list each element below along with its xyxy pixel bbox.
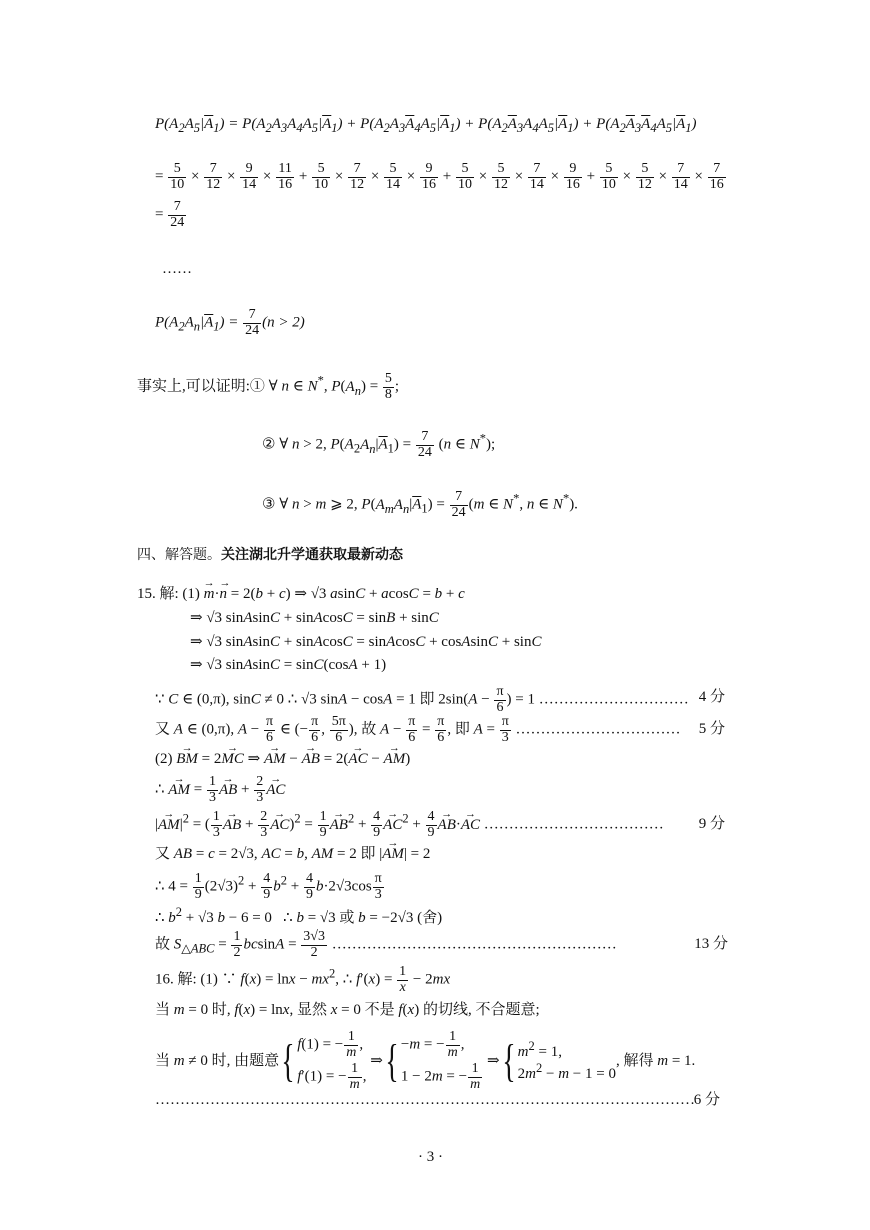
q15-line-7: (2) → BM = 2→ MC ⇒ → AM − → AB = 2(→ AC − → AM): [155, 752, 410, 767]
fact-line-1: 事实上,可以证明:① ∀ n ∈ N*, $P(A_n)$ = $\frac{5}{8}$ ;: [137, 371, 400, 402]
q16-line-3: 当 m ≠ 0 时, 由题意{ f(1) = − $\frac{1}{m}$ , f′(1) = − $\frac{1}{m}$ , ⇒{ −m = − $\frac{1}{m}$ , 1 − 2m = − $\frac{1}{m}$ ⇒{ $m^2 = 1$, $2m^2 - m - 1 = 0$ , 解得 m = 1.: [155, 1029, 696, 1093]
q15-line-6: 又 A ∈ (0,π), A − $\frac{\pi}{6}$ ∈ (− $\frac{\pi}{6}$ , $\frac{5\pi}{6}$ ), 故 A − $\frac{\pi}{6}$ = $\frac{\pi}{6}$ , 即 A = $\frac{\pi}{3}$ ……………………………: [155, 714, 681, 745]
q15-line-12: ∴ $b^2 + √3$ b − 6 = 0 ∴ b = √3 或 b = −2√3 (舍): [155, 905, 443, 926]
score-4: 4 分: [698, 689, 725, 705]
score-9: 9 分: [698, 816, 725, 832]
score-13: 13 分: [694, 936, 728, 952]
q15-line-4: ⇒ √3 sinAsinC = sinC(cosA + 1): [190, 657, 387, 673]
q15-line-9: |→ $AM|^2$ = ( $\frac{1}{3}$ → AB + $\frac{2}{3}$ → AC)$^2$ = $\frac{1}{9}$ → $AB^2$ + $\frac{4}{9}$ → $AC^2$ + $\frac{4}{9}$ → AB·→ AC ………………………………: [155, 810, 664, 840]
score-6: 6 分: [693, 1092, 720, 1108]
section-ad: 关注湖北升学通获取最新动态: [221, 547, 403, 563]
l1-text: $P(A_2A_5|\overline{A}_1) = P(A_2A_3A_4A_5|\overline{A}_1) + P(A_2A_3\overline{A}_4A_5|\overline{A}_1) + P(A_2\overline{A}_3A_4A_5|\overline{A}_1) + P(A_2\overline{A}_3\overline{A}_4A_5|\overline{A}_1)$: [155, 116, 697, 135]
q15-line-1: 15. 解: (1) → m·→ n = 2(b + c) ⇒ √3 asinC + acosC = b + c: [137, 587, 465, 602]
formula-line-1: [155, 117, 697, 135]
q16-line-4: ………………………………………………………………………………………………: [155, 1092, 695, 1108]
score-5: 5 分: [698, 721, 725, 737]
q15-line-5: ∵ C ∈ (0,π), sinC ≠ 0 ∴ √3 sinA − cosA = 1 即 2sin(A − $\frac{\pi}{6}$ ) = 1 …………………………: [155, 684, 689, 715]
q16-line-1: 16. 解: (1) ∵ $f(x) = \ln x - mx^2$, ∴ f′(x) = $\frac{1}{x}$ − 2mx: [155, 964, 451, 995]
fact-line-2: ② ∀ n > 2, $P(A_2A_n|\overline{A}_1)$ = $\frac{7}{24}$ (n ∈ N*);: [262, 429, 496, 460]
formula-line-4: $P(A_2A_n|\overline{A}_1)$ = $\frac{7}{24}$ (n > 2): [155, 307, 305, 338]
formula-line-2: = $\frac{5}{10}$ × $\frac{7}{12}$ × $\frac{9}{14}$ × $\frac{11}{16}$ + $\frac{5}{10}$ × $\frac{7}{12}$ × $\frac{5}{14}$ × $\frac{9}{16}$ + $\frac{5}{10}$ × $\frac{5}{12}$ × $\frac{7}{14}$ × $\frac{9}{16}$ + $\frac{5}{10}$ × $\frac{5}{12}$ × $\frac{7}{14}$ × $\frac{7}{16}$: [155, 161, 724, 192]
section-heading: [137, 548, 403, 562]
q15-line-3: ⇒ √3 sinAsinC + sinAcosC = sinAcosC + cosAsinC + sinC: [190, 634, 542, 650]
q15-line-8: ∴ → AM = $\frac{1}{3}$ → AB + $\frac{2}{3}$ → AC: [155, 775, 285, 805]
q15-line-13: 故 $S_{\triangle ABC}$ = $\frac{1}{2}$ bcsinA = $\frac{3√3}{2}$ …………………………………………………: [155, 929, 617, 960]
q15-line-10: 又 AB = c = 2√3, AC = b, AM = 2 即 |→ AM| = 2: [155, 847, 430, 862]
formula-line-3: = $\frac{7}{24}$: [155, 199, 185, 230]
section-title: 四、解答题。: [137, 547, 221, 563]
q15-line-11: ∴ 4 = $\frac{1}{9}$ $(2√3)^2$ + $\frac{4}{9}$ $b^2$ + $\frac{4}{9}$ b·2√3cos $\frac{\pi}{3}$: [155, 871, 382, 902]
fact-line-3: ③ ∀ n > m ⩾ 2, $P(A_mA_n|\overline{A}_1)$ = $\frac{7}{24}$ (m ∈ N*, n ∈ N*).: [262, 489, 578, 520]
q15-line-2: ⇒ √3 sinAsinC + sinAcosC = sinB + sinC: [190, 610, 439, 626]
page-number: · 3 ·: [418, 1149, 443, 1165]
ellipsis: ……: [162, 261, 192, 277]
q16-line-2: 当 m = 0 时, f(x) = lnx, 显然 x = 0 不是 f(x) 的切线, 不合题意;: [155, 1002, 540, 1018]
